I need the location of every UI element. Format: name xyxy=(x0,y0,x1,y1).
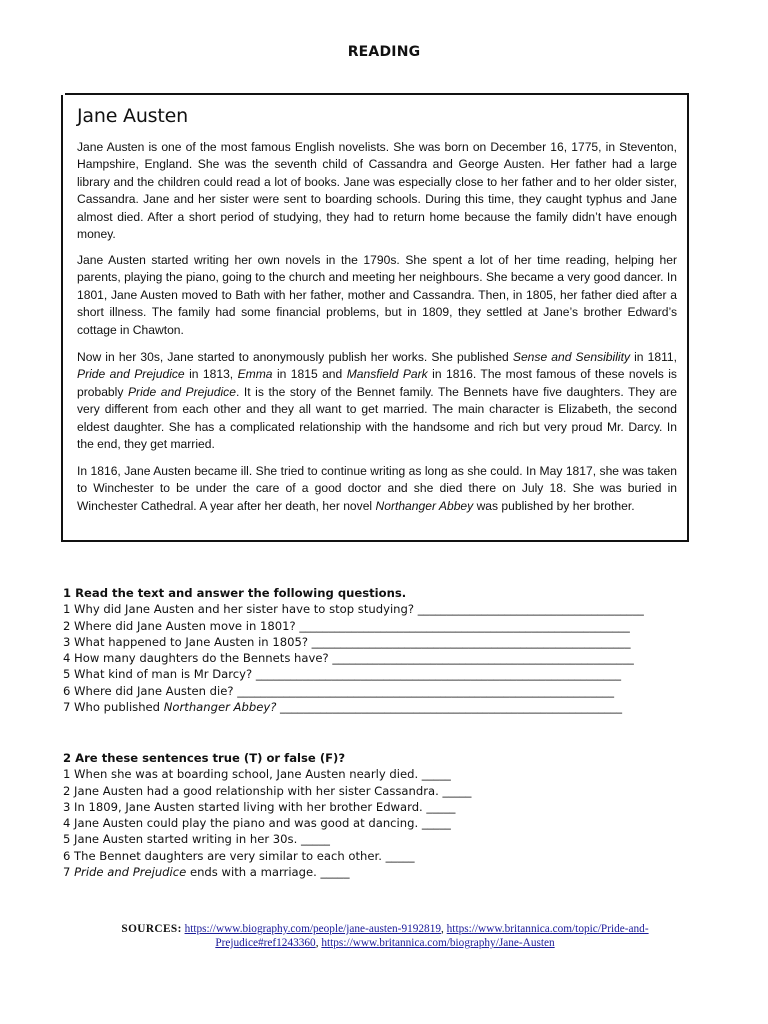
text-run: in 1811, xyxy=(630,350,677,364)
source-link-biography[interactable]: https://www.biography.com/people/jane-austen-9192819 xyxy=(184,923,441,935)
book-title-pride-and-prejudice: Pride and Prejudice xyxy=(77,367,185,382)
book-title-emma: Emma xyxy=(237,367,273,382)
text-run: ends with a marriage. _____ xyxy=(186,865,350,880)
text-run: Now in her 30s, Jane started to anonymously publish her works. She published xyxy=(77,350,513,364)
answer-blank: ___________________________________________________________ xyxy=(276,700,623,715)
article-box-top-rule xyxy=(61,93,689,95)
text-run: In 1816, Jane Austen became ill. She tried to continue writing as long as she could. In May 1817, she was taken to Winchester to be under the care of a good doctor and she died there on July 18. She was buried in Winchester Cathedral. A year after her death, her novel xyxy=(77,464,677,513)
article-box xyxy=(61,93,689,542)
separator: , xyxy=(315,937,322,949)
statement-7 xyxy=(63,864,703,880)
article-paragraph-2: Jane Austen started writing her own novels in the 1790s. She spent a lot of her time reading, helping her parents, playing the piano, going to the church and meeting her neighbours. She became a very good dancer. In 1801, Jane Austen moved to Bath with her father, mother and Cassandra. Then, in 1805, her father died after a short illness. The family had some financial problems, but in 1809, they settled at Jane’s brother Edward’s cottage in Chawton. xyxy=(77,253,677,337)
statement-3: 3 In 1809, Jane Austen started living with her brother Edward. _____ xyxy=(63,799,456,814)
question-6: 6 Where did Jane Austen die? _________________________________________________________________ xyxy=(63,683,615,698)
separator: , xyxy=(441,923,447,935)
text-run: 7 Who published xyxy=(63,700,164,715)
text-run: . It is the story of the Bennet family. The Bennets have five daughters. They are very different from each other and they all want to get married. The main character is Elizabeth, the second eldest daughter. She has a complicated relationship with the handsome and rich but very proud Mr. Darcy. In the end, they get married. xyxy=(77,384,677,452)
statement-4: 4 Jane Austen could play the piano and was good at dancing. _____ xyxy=(63,816,451,831)
article-paragraph-4 xyxy=(77,463,677,515)
exercise-1-heading: 1 Read the text and answer the following questions. xyxy=(63,586,407,600)
text-run: 7 xyxy=(63,865,75,880)
sources-label: SOURCES: xyxy=(121,923,182,935)
exercise-1 xyxy=(63,585,703,715)
text-run: was published by her brother. xyxy=(473,498,635,513)
exercise-2 xyxy=(63,750,703,880)
sources xyxy=(80,922,690,950)
book-title-northanger-abbey: Northanger Abbey xyxy=(375,498,474,513)
statement-6: 6 The Bennet daughters are very similar to each other. _____ xyxy=(63,848,415,863)
question-3: 3 What happened to Jane Austen in 1805? _______________________________________________________ xyxy=(63,634,631,649)
article-title: Jane Austen xyxy=(77,105,188,127)
article-paragraph-1: Jane Austen is one of the most famous English novelists. She was born on December 16, 1775, in Steventon, Hampshire, England. She was the seventh child of Cassandra and George Austen. Her father had a large library and the children could read a lot of books. Jane was especially close to her father and to her older sister, Cassandra. Jane and her sister were sent to boarding schools. During this time, they caught typhus and Jane almost died. After a short period of studying, they had to return home because the family didn’t have enough money. xyxy=(77,140,677,242)
book-title-mansfield-park: Mansfield Park xyxy=(346,367,428,382)
question-7 xyxy=(63,699,703,715)
text-run: in 1813, xyxy=(184,367,238,382)
statement-2: 2 Jane Austen had a good relationship with her sister Cassandra. _____ xyxy=(63,783,472,798)
exercise-2-heading: 2 Are these sentences true (T) or false (F)? xyxy=(63,751,346,765)
text-run: in 1815 and xyxy=(272,367,347,382)
question-4: 4 How many daughters do the Bennets have? ____________________________________________________ xyxy=(63,651,634,666)
book-title-pride-and-prejudice: Pride and Prejudice xyxy=(127,384,236,399)
text-run: in 1816. The most famous of these novels is probably xyxy=(77,367,677,399)
question-1: 1 Why did Jane Austen and her sister have to stop studying? _______________________________________ xyxy=(63,602,644,617)
source-link-britannica-jane-austen[interactable]: https://www.britannica.com/biography/Jane-Austen xyxy=(321,937,555,949)
article-paragraph-3 xyxy=(77,349,677,453)
question-2: 2 Where did Jane Austen move in 1801? _________________________________________________________ xyxy=(63,618,630,633)
top-rule-notch xyxy=(61,91,65,95)
book-title-sense-and-sensibility: Sense and Sensibility xyxy=(512,350,630,364)
statement-5: 5 Jane Austen started writing in her 30s. _____ xyxy=(63,832,330,847)
book-title-northanger-abbey: Northanger Abbey? xyxy=(163,700,277,715)
page-title: READING xyxy=(347,44,421,60)
statement-1: 1 When she was at boarding school, Jane Austen nearly died. _____ xyxy=(63,767,451,782)
book-title-pride-and-prejudice: Pride and Prejudice xyxy=(74,865,187,880)
question-5: 5 What kind of man is Mr Darcy? _______________________________________________________________ xyxy=(63,667,622,682)
source-link-britannica-pride-and-prejudice[interactable]: https://www.britannica.com/topic/Pride-and-Prejudice#ref1243360 xyxy=(215,923,649,949)
